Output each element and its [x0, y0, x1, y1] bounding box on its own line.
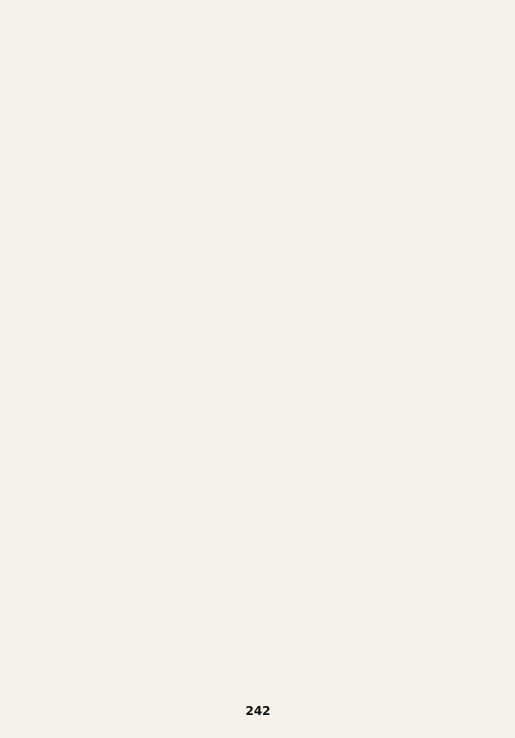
page-number: 242: [245, 704, 271, 718]
text-column: [308, 38, 328, 678]
text-column: [44, 38, 64, 678]
text-column: [198, 38, 218, 678]
text-column: [176, 38, 196, 678]
text-column: [88, 38, 108, 678]
text-column: [242, 38, 262, 678]
text-column: [462, 38, 482, 678]
text-column: [66, 38, 86, 678]
text-column: [330, 38, 350, 678]
text-column: [132, 38, 152, 678]
text-column: [418, 38, 438, 678]
text-column: [154, 38, 174, 678]
text-column: [264, 38, 284, 678]
text-column: [110, 38, 130, 678]
text-column: [286, 38, 306, 678]
text-column: [220, 38, 240, 678]
text-column: [396, 38, 416, 678]
text-column: [484, 38, 504, 678]
text-column: [374, 38, 394, 678]
text-column: [352, 38, 372, 678]
text-column: [22, 38, 42, 678]
text-column: [440, 38, 460, 678]
